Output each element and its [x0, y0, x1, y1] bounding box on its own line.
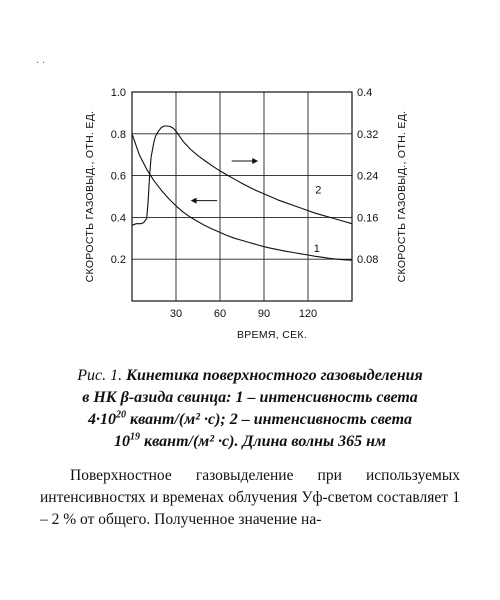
arrow-right-head — [252, 158, 258, 164]
caption-line3-sup: 20 — [115, 409, 126, 421]
series-2-label: 2 — [315, 184, 322, 197]
y-left-tick-label: 0.4 — [110, 212, 126, 225]
x-tick-label: 120 — [298, 308, 318, 320]
caption-line3-b: квант/(м² ·с); 2 – интенсивность света — [125, 411, 413, 428]
y-left-tick-label: 1.0 — [110, 87, 126, 99]
arrow-left-head — [191, 198, 197, 204]
x-tick-label: 30 — [169, 308, 183, 320]
scan-artifact: · · — [36, 58, 46, 69]
caption-line4-b: квант/(м² ·с). Длина волны 365 нм — [140, 433, 386, 450]
y-right-tick-label: 0.16 — [357, 212, 379, 225]
y-right-tick-label: 0.24 — [357, 170, 379, 183]
figure-caption — [28, 365, 472, 453]
caption-line2: в НК β-азида свинца: 1 – интенсивность света — [82, 389, 418, 406]
caption-line3-a: 4·10 — [87, 411, 116, 428]
y-right-axis-label: СКОРОСТЬ ГАЗОВЫД., ОТН. ЕД. — [396, 110, 408, 283]
series-1-label: 1 — [313, 242, 320, 255]
y-left-axis-label: СКОРОСТЬ ГАЗОВЫД., ОТН. ЕД. — [84, 110, 96, 283]
body-paragraph — [40, 465, 460, 531]
caption-prefix: Рис. 1. — [77, 367, 127, 384]
y-right-tick-label: 0.08 — [357, 254, 379, 267]
x-tick-label: 60 — [213, 308, 227, 320]
caption-line4-a: 10 — [114, 433, 131, 450]
y-left-tick-label: 0.2 — [110, 254, 126, 267]
series-line-1 — [132, 134, 352, 260]
plot-frame — [132, 92, 352, 301]
y-left-tick-label: 0.8 — [110, 128, 126, 141]
caption-line4-sup: 19 — [130, 431, 141, 443]
body-paragraph-text: Поверхностное газовыделение при используемых интенсивностях и временах облучения Уф-светом составляет 1 – 2 % от общего. Полученное значение на- — [40, 467, 460, 528]
y-left-tick-label: 0.6 — [110, 170, 126, 183]
caption-line1: Кинетика поверхностного газовыделения — [126, 367, 423, 384]
x-axis-label: ВРЕМЯ, СЕК. — [236, 329, 308, 341]
x-tick-label: 90 — [257, 308, 271, 320]
y-right-tick-label: 0.4 — [357, 87, 373, 99]
y-right-tick-label: 0.32 — [357, 128, 379, 141]
